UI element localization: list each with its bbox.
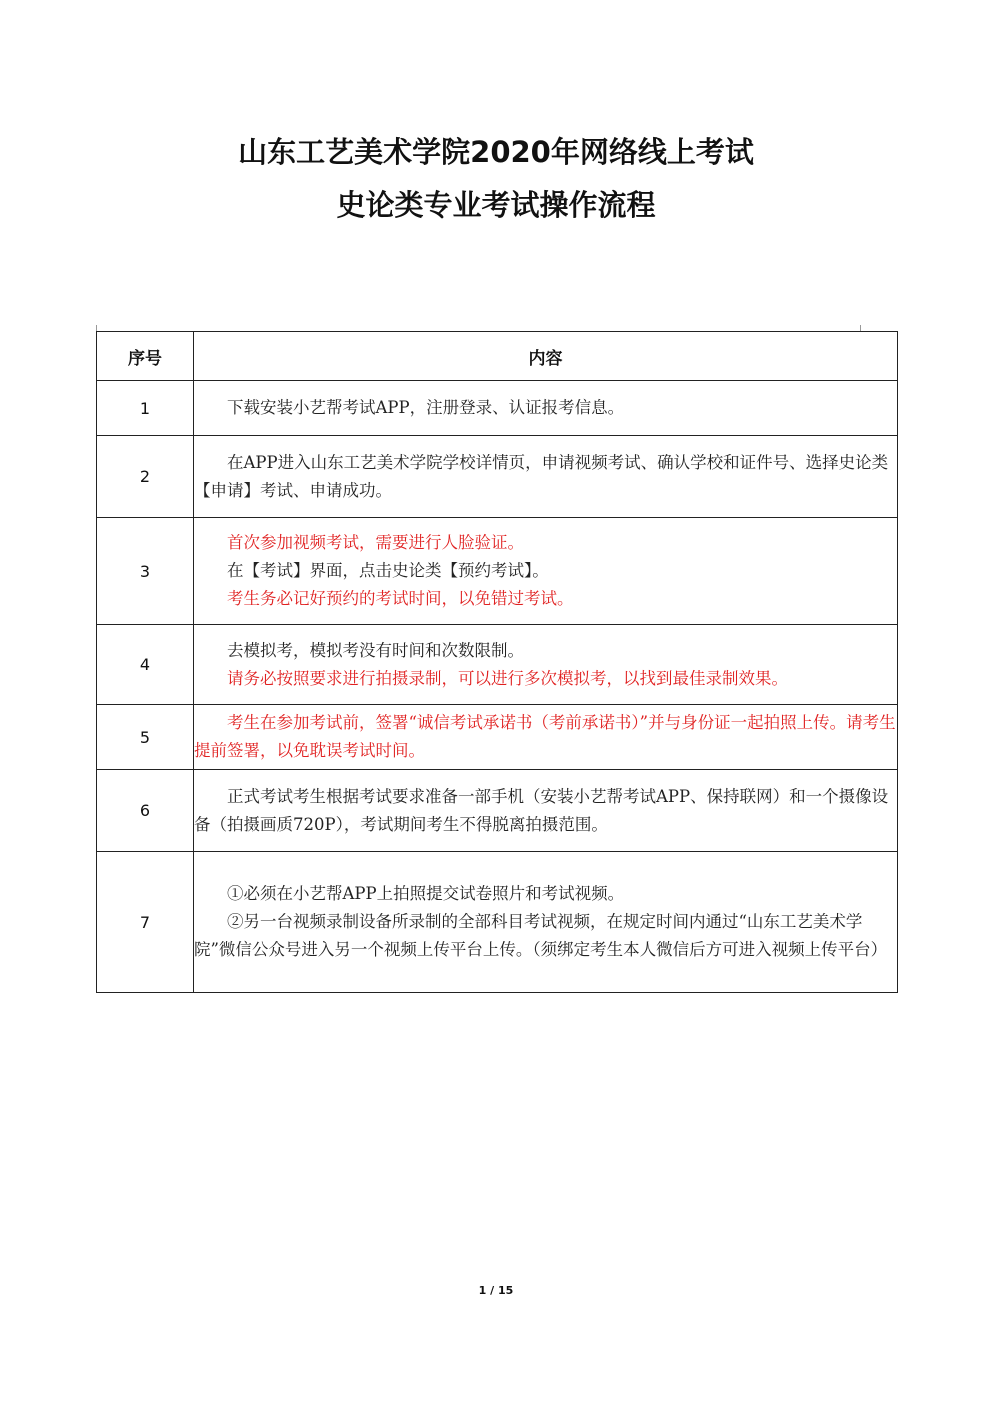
table-row-7 xyxy=(97,852,898,993)
row-3-line-2: 在【考试】界面，点击史论类【预约考试】。 xyxy=(227,561,549,580)
row-1-content xyxy=(194,381,898,436)
row-7-line-2: ②另一台视频录制设备所录制的全部科目考试视频，在规定时间内通过“山东工艺美术学院”微信公众号进入另一个视频上传平台上传。（须绑定考生本人微信后方可进入视频上传平台） xyxy=(194,912,888,959)
row-4-number: 4 xyxy=(97,625,194,705)
row-7-line-1: ①必须在小艺帮APP上拍照提交试卷照片和考试视频。 xyxy=(227,884,625,903)
table-row-2 xyxy=(97,436,898,518)
row-4-line-1: 去模拟考，模拟考没有时间和次数限制。 xyxy=(227,640,524,660)
row-2-line-1: 在APP进入山东工艺美术学院学校详情页，申请视频考试、确认学校和证件号、选择史论类【申请】考试、申请成功。 xyxy=(194,452,889,500)
row-3-line-3: 考生务必记好预约的考试时间，以免错过考试。 xyxy=(227,589,574,608)
document-title-line1: 山东工艺美术学院2020年网络线上考试 xyxy=(238,135,754,169)
row-5-number: 5 xyxy=(97,705,194,770)
row-3-number: 3 xyxy=(97,518,194,625)
row-1-line-1: 下载安装小艺帮考试APP，注册登录、认证报考信息。 xyxy=(227,398,625,417)
row-4-content xyxy=(194,625,898,705)
process-table xyxy=(96,331,898,993)
row-3-content xyxy=(194,518,898,625)
row-1-number: 1 xyxy=(97,381,194,436)
table-row-4 xyxy=(97,625,898,705)
row-7-number: 7 xyxy=(97,852,194,993)
page-number: 1 / 15 xyxy=(478,1284,514,1297)
row-6-number: 6 xyxy=(97,770,194,852)
row-3-line-1: 首次参加视频考试，需要进行人脸验证。 xyxy=(227,533,524,552)
table-row-6 xyxy=(97,770,898,852)
row-2-content xyxy=(194,436,898,518)
table-row-3 xyxy=(97,518,898,625)
header-number: 序号 xyxy=(97,332,194,381)
row-7-content xyxy=(194,852,898,993)
row-6-line-1: 正式考试考生根据考试要求准备一部手机（安装小艺帮考试APP、保持联网）和一个摄像设备（拍摄画质720P），考试期间考生不得脱离拍摄范围。 xyxy=(194,786,889,834)
row-5-line-1: 考生在参加考试前，签署“诚信考试承诺书（考前承诺书）”并与身份证一起拍照上传。请考生提前签署，以免耽误考试时间。 xyxy=(194,713,896,760)
row-4-line-2: 请务必按照要求进行拍摄录制，可以进行多次模拟考，以找到最佳录制效果。 xyxy=(227,668,788,688)
header-content: 内容 xyxy=(194,332,898,381)
row-6-content xyxy=(194,770,898,852)
document-title-line2: 史论类专业考试操作流程 xyxy=(336,188,656,222)
row-5-content xyxy=(194,705,898,770)
table-header-row xyxy=(97,332,898,381)
row-2-number: 2 xyxy=(97,436,194,518)
table-row-5 xyxy=(97,705,898,770)
table-row-1 xyxy=(97,381,898,436)
